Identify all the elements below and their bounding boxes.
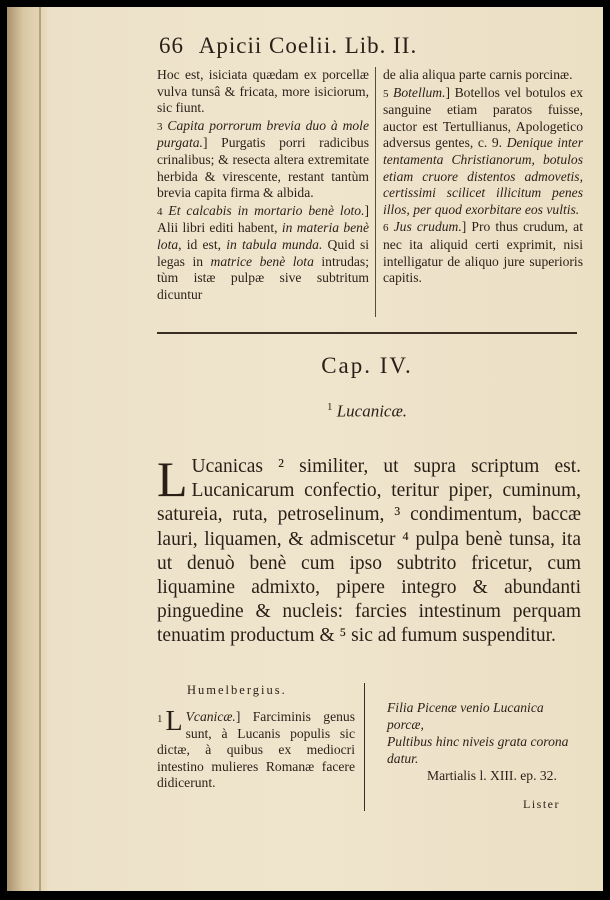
page-gutter bbox=[7, 7, 47, 891]
note-3: 3 Capita porrorum brevia duo à mole purgata.] Purgatis porri radicibus crinalibus; & resecta altera extremitate herbida & virescente, restant tantùm brevia capita firma & albida. bbox=[157, 117, 369, 201]
left-notes-column bbox=[157, 67, 369, 304]
quote-line-1: Filia Picenæ venio Lucanica porcæ, bbox=[387, 700, 544, 732]
bottom-column-separator bbox=[364, 683, 365, 811]
chapter-title: Cap. IV. bbox=[321, 353, 413, 378]
martial-quote bbox=[387, 699, 583, 784]
right-paragraph: de alia aliqua parte carnis porcinæ. bbox=[383, 67, 573, 82]
gutter-line bbox=[39, 7, 41, 891]
right-notes-column bbox=[383, 67, 583, 288]
quote-citation: Martialis l. XIII. ep. 32. bbox=[427, 768, 557, 783]
commentary-text: 1 L Vcanicæ.] Farciminis genus sunt, à Lucanis populis sic dictæ, à quibus ex mediocri intestino mulieres Romanæ facere didicerunt. bbox=[157, 706, 355, 791]
chapter-subtitle: $^1$ Lucanicæ. bbox=[326, 401, 408, 421]
quote-line-2: Pultibus hinc niveis grata corona datur. bbox=[387, 734, 569, 766]
book-page bbox=[7, 7, 603, 891]
commentary-drop-cap: L bbox=[165, 706, 183, 737]
note-5: 5 Botellum.] Botellos vel botulos ex sanguine etiam paratos fuisse, auctor est Tertullianus, Apologetico adversus gentes, c. 9. Denique inter tentamenta Christianorum, botulos etiam cruore distentos admovetis, certissimi scilicet illicitum penes illos, per quod exorbitare eos vultis. bbox=[383, 84, 584, 217]
column-separator bbox=[375, 67, 376, 317]
drop-cap: L bbox=[157, 451, 188, 507]
catchword: Lister bbox=[523, 797, 560, 811]
running-header bbox=[159, 33, 417, 59]
section-rule bbox=[157, 332, 577, 334]
main-recipe-text bbox=[157, 451, 581, 649]
page-number: 66 bbox=[159, 33, 184, 58]
note-6: 6 Jus crudum.] Pro thus crudum, at nec ita aliquid certi exprimit, nisi intelligatur de aliquo jure superioris capitis. bbox=[383, 219, 583, 286]
note-4: 4 Et calcabis in mortario benè loto.] Alii libri editi habent, in materia benè lota, id est, in tabula munda. Quid si legas in matrice benè lota intrudas; tùm istæ pulpæ sive subtritum dicuntur bbox=[157, 202, 370, 302]
running-title: Apicii Coelii. Lib. II. bbox=[198, 33, 418, 58]
recipe-body: Ucanicas ² similiter, ut supra scriptum est. Lucanicarum confectio, teritur piper, cuminum, satureia, ruta, petroselinum, ³ condimentum, baccæ lauri, liquamen, & admiscetur ⁴ pulpa benè tunsa, ita ut denuò benè cum ipso subtrito fricetur, cum liquamine admixto, pipere integro & abundanti pinguedine & nucleis: farcies intestinum perquam tenuatim productum & ⁵ sic ad fumum suspenditur. bbox=[157, 456, 581, 647]
commentary-author: Humelbergius. bbox=[187, 683, 287, 697]
left-paragraph: Hoc est, isiciata quædam ex porcellæ vulva tunsâ & fricata, more isiciorum, sic fiunt. bbox=[157, 67, 369, 116]
